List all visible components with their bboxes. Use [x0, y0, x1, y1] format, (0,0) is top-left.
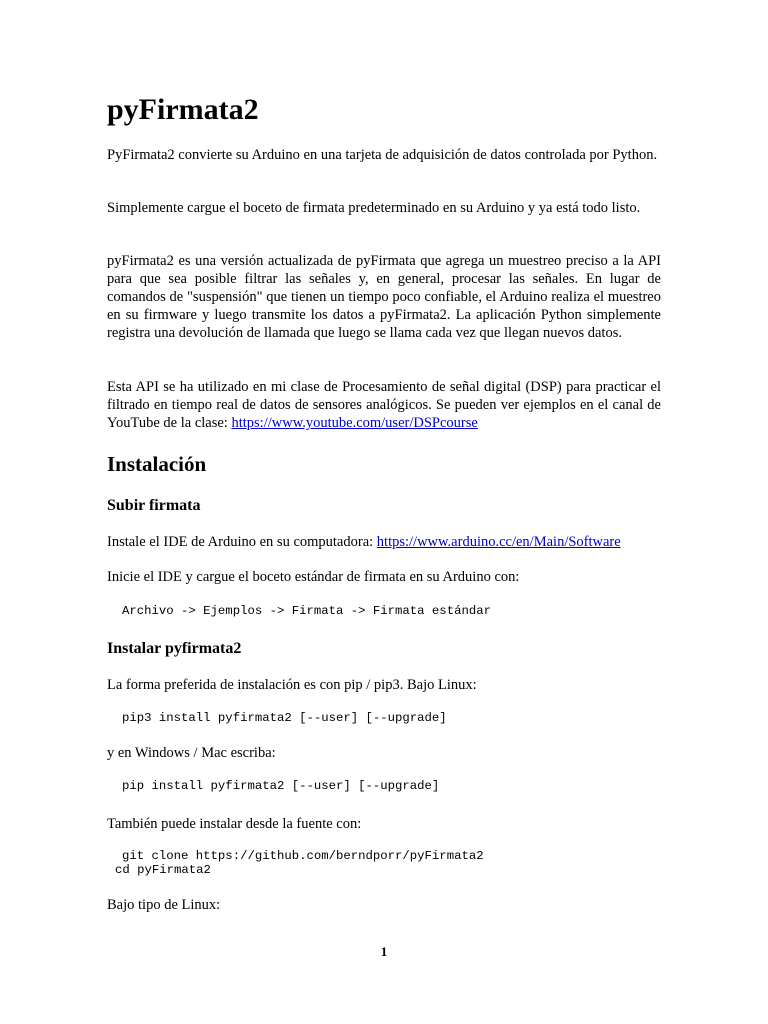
cd-code: cd pyFirmata2	[115, 863, 211, 877]
install-pyfirmata2-heading: Instalar pyfirmata2	[107, 640, 242, 657]
youtube-link[interactable]: https://www.youtube.com/user/DSPcourse	[231, 415, 478, 431]
installation-heading: Instalación	[107, 452, 207, 476]
pip-install-code: pip install pyfirmata2 [--user] [--upgrade]	[122, 779, 440, 793]
install-paragraph-4: Bajo tipo de Linux:	[107, 897, 221, 913]
intro-paragraph-2: Simplemente cargue el boceto de firmata predeterminado en su Arduino y ya está todo listo.	[107, 200, 641, 216]
firmata-menu-path-code: Archivo -> Ejemplos -> Firmata -> Firmata estándar	[122, 604, 491, 618]
pip3-install-code: pip3 install pyfirmata2 [--user] [--upgrade]	[122, 711, 447, 725]
install-paragraph-2: y en Windows / Mac escriba:	[107, 745, 276, 761]
intro-paragraph-1: PyFirmata2 convierte su Arduino en una tarjeta de adquisición de datos controlada por Python.	[107, 147, 658, 163]
upload-firmata-heading: Subir firmata	[107, 497, 201, 514]
intro-paragraph-4	[107, 378, 661, 432]
upload-paragraph-2: Inicie el IDE y cargue el boceto estándar de firmata en su Arduino con:	[107, 569, 520, 585]
install-paragraph-3: También puede instalar desde la fuente con:	[107, 816, 362, 832]
upload-paragraph-1	[107, 533, 661, 551]
page-title: pyFirmata2	[107, 93, 259, 126]
git-clone-code: git clone https://github.com/berndporr/pyFirmata2	[122, 849, 484, 863]
intro-paragraph-4-text: Esta API se ha utilizado en mi clase de Procesamiento de señal digital (DSP) para practicar el filtrado en tiempo real de datos de sensores analógicos. Se pueden ver ejemplos en el canal de YouTube de la clase:	[107, 379, 661, 431]
upload-paragraph-1-text: Instale el IDE de Arduino en su computadora:	[107, 534, 377, 550]
install-paragraph-1: La forma preferida de instalación es con pip / pip3. Bajo Linux:	[107, 677, 477, 693]
page-number: 1	[380, 944, 388, 959]
intro-paragraph-3: pyFirmata2 es una versión actualizada de pyFirmata que agrega un muestreo preciso a la API para que sea posible filtrar las señales y, en general, procesar las señales. En lugar de comandos de "suspensión" que tienen un tiempo poco confiable, el Arduino realiza el muestreo en su firmware y luego transmite los datos a pyFirmata2. La aplicación Python simplemente registra una devolución de llamada que luego se llama cada vez que llegan nuevos datos.	[107, 253, 661, 341]
arduino-software-link[interactable]: https://www.arduino.cc/en/Main/Software	[376, 534, 621, 550]
